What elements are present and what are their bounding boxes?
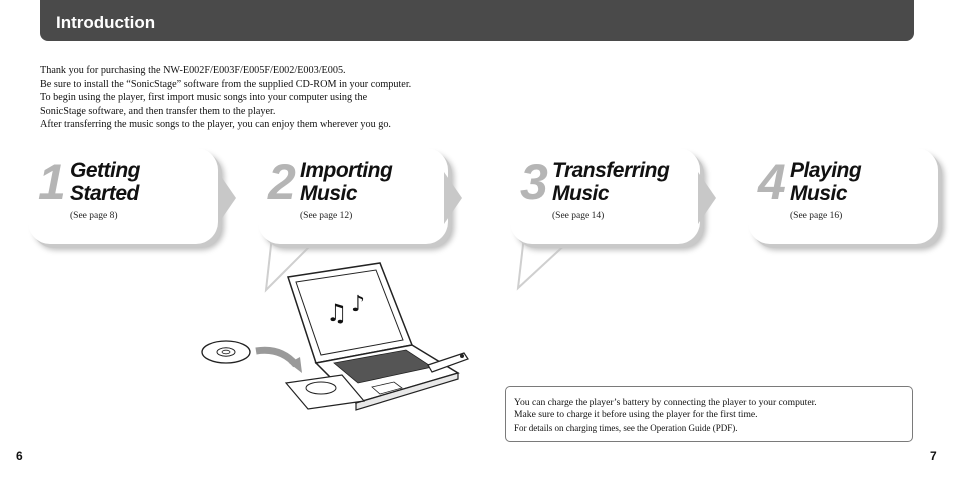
section-title: Introduction — [56, 13, 156, 32]
svg-text:♫: ♫ — [326, 299, 348, 327]
step-title — [300, 159, 392, 205]
intro-line: Be sure to install the “SonicStage” software from the supplied CD-ROM in your computer. — [40, 78, 412, 90]
intro-line: After transferring the music songs to the player, you can enjoy them wherever you go. — [40, 119, 391, 131]
step-title — [790, 159, 861, 205]
laptop-illustration — [196, 255, 506, 415]
step-title-line2: Music — [552, 182, 610, 205]
step-number: 4 — [758, 154, 786, 210]
step-title-line2: Music — [790, 182, 848, 205]
step-importing-music — [258, 148, 448, 244]
charging-note — [505, 386, 913, 442]
step-number: 1 — [38, 154, 66, 210]
step-page-ref: (See page 14) — [552, 211, 605, 221]
step-title-line1: Getting — [70, 159, 140, 182]
step-title — [70, 159, 140, 205]
svg-text:♪: ♪ — [351, 292, 366, 317]
arrow-icon — [698, 172, 716, 224]
step-page-ref: (See page 16) — [790, 211, 843, 221]
step-transferring-music — [510, 148, 700, 244]
step-title-line2: Started — [70, 182, 139, 205]
step-title-line1: Importing — [300, 159, 393, 182]
step-title — [552, 159, 669, 205]
step-page-ref: (See page 12) — [300, 211, 353, 221]
step-number: 2 — [268, 154, 296, 210]
intro-line: To begin using the player, first import music songs into your computer using the — [40, 92, 368, 104]
step-page-ref: (See page 8) — [70, 211, 118, 221]
arrow-icon — [444, 172, 462, 224]
step-title-line2: Music — [300, 182, 358, 205]
step-number: 3 — [520, 154, 548, 210]
note-line: You can charge the player’s battery by connecting the player to your computer. — [514, 397, 817, 408]
step-title-line1: Playing — [790, 159, 862, 182]
arrow-icon — [218, 172, 236, 224]
note-line: Make sure to charge it before using the player for the first time. — [514, 409, 758, 421]
intro-line: Thank you for purchasing the NW-E002F/E003F/E005F/E002/E003/E005. — [40, 65, 346, 76]
page-number-right: 7 — [930, 449, 937, 463]
step-playing-music — [748, 148, 938, 244]
cd-icon — [202, 341, 250, 363]
page-number-left: 6 — [16, 449, 23, 463]
laptop-icon — [286, 263, 458, 410]
step-title-line1: Transferring — [552, 159, 670, 182]
intro-line: SonicStage software, and then transfer them to the player. — [40, 105, 276, 117]
step-getting-started — [28, 148, 218, 244]
note-line: For details on charging times, see the Operation Guide (PDF). — [514, 422, 738, 433]
